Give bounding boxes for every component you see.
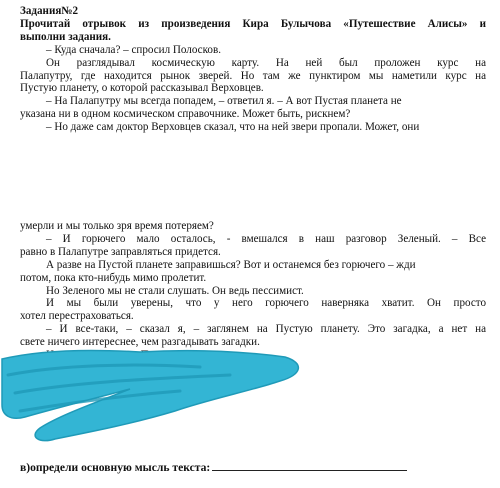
paragraph-line: Палапутру, где находится рынок зверей. Но там же пунктиром мы наметили курс на bbox=[20, 69, 486, 82]
question-label: в)определи основную мысль текста: bbox=[20, 461, 211, 474]
paragraph-line: хотел перестраховаться. bbox=[20, 310, 134, 323]
paragraph-line: Он разглядывал космическую карту. На ней был проложен курс на bbox=[46, 56, 486, 69]
instruction-line-2: выполни задания. bbox=[20, 30, 111, 43]
paragraph-line: умерли и мы только зря время потеряем? bbox=[20, 220, 214, 232]
task-label: Задания№2 bbox=[20, 5, 79, 17]
paragraph-line: – Куда сначала? – спросил Полосков. bbox=[46, 43, 221, 56]
paragraph-line: – На Палапутру мы всегда попадем, – ответил я. – А вот Пустая планета не bbox=[46, 95, 402, 108]
text-block-bottom bbox=[20, 220, 486, 362]
paragraph-line: А разве на Пустой планете заправишься? Вот и останемся без горючего – жди bbox=[46, 258, 416, 271]
paragraph-line: Но Зеленого мы не стали слушать. Он ведь пессимист. bbox=[46, 284, 304, 297]
paragraph-line: – И все-таки, – сказал я, – заглянем на Пустую планету. Это загадка, а нет на bbox=[46, 323, 486, 336]
question-line bbox=[20, 460, 407, 474]
paragraph-line: – Но даже сам доктор Верховцев сказал, что на ней звери пропали. Может, они bbox=[46, 121, 420, 134]
paragraph-line: Пустую планету, о которой рассказывал Верховцев. bbox=[20, 82, 264, 95]
paragraph-line: равно в Палапутре заправляться придется. bbox=[20, 245, 221, 258]
paragraph-line: – И горючего мало осталось, - вмешался в наш разговор Зеленый. – Все bbox=[46, 232, 486, 245]
instruction-line-1: Прочитай отрывок из произведения Кира Булычова «Путешествие Алисы» и bbox=[20, 17, 486, 30]
text-block-top bbox=[20, 5, 486, 134]
answer-blank-line[interactable] bbox=[212, 460, 407, 471]
blue-scribble-overlay bbox=[0, 345, 500, 455]
paragraph-line: потом, пока кто-нибудь мимо пролетит. bbox=[20, 271, 207, 284]
paragraph-line: И мы были уверены, что у него горючего наверняка хватит. Он просто bbox=[46, 297, 486, 310]
paragraph-line: свете ничего интереснее, чем разгадывать загадки. bbox=[20, 336, 260, 349]
paragraph-line: указана ни в одном космическом справочнике. Может быть, рискнем? bbox=[20, 108, 351, 121]
